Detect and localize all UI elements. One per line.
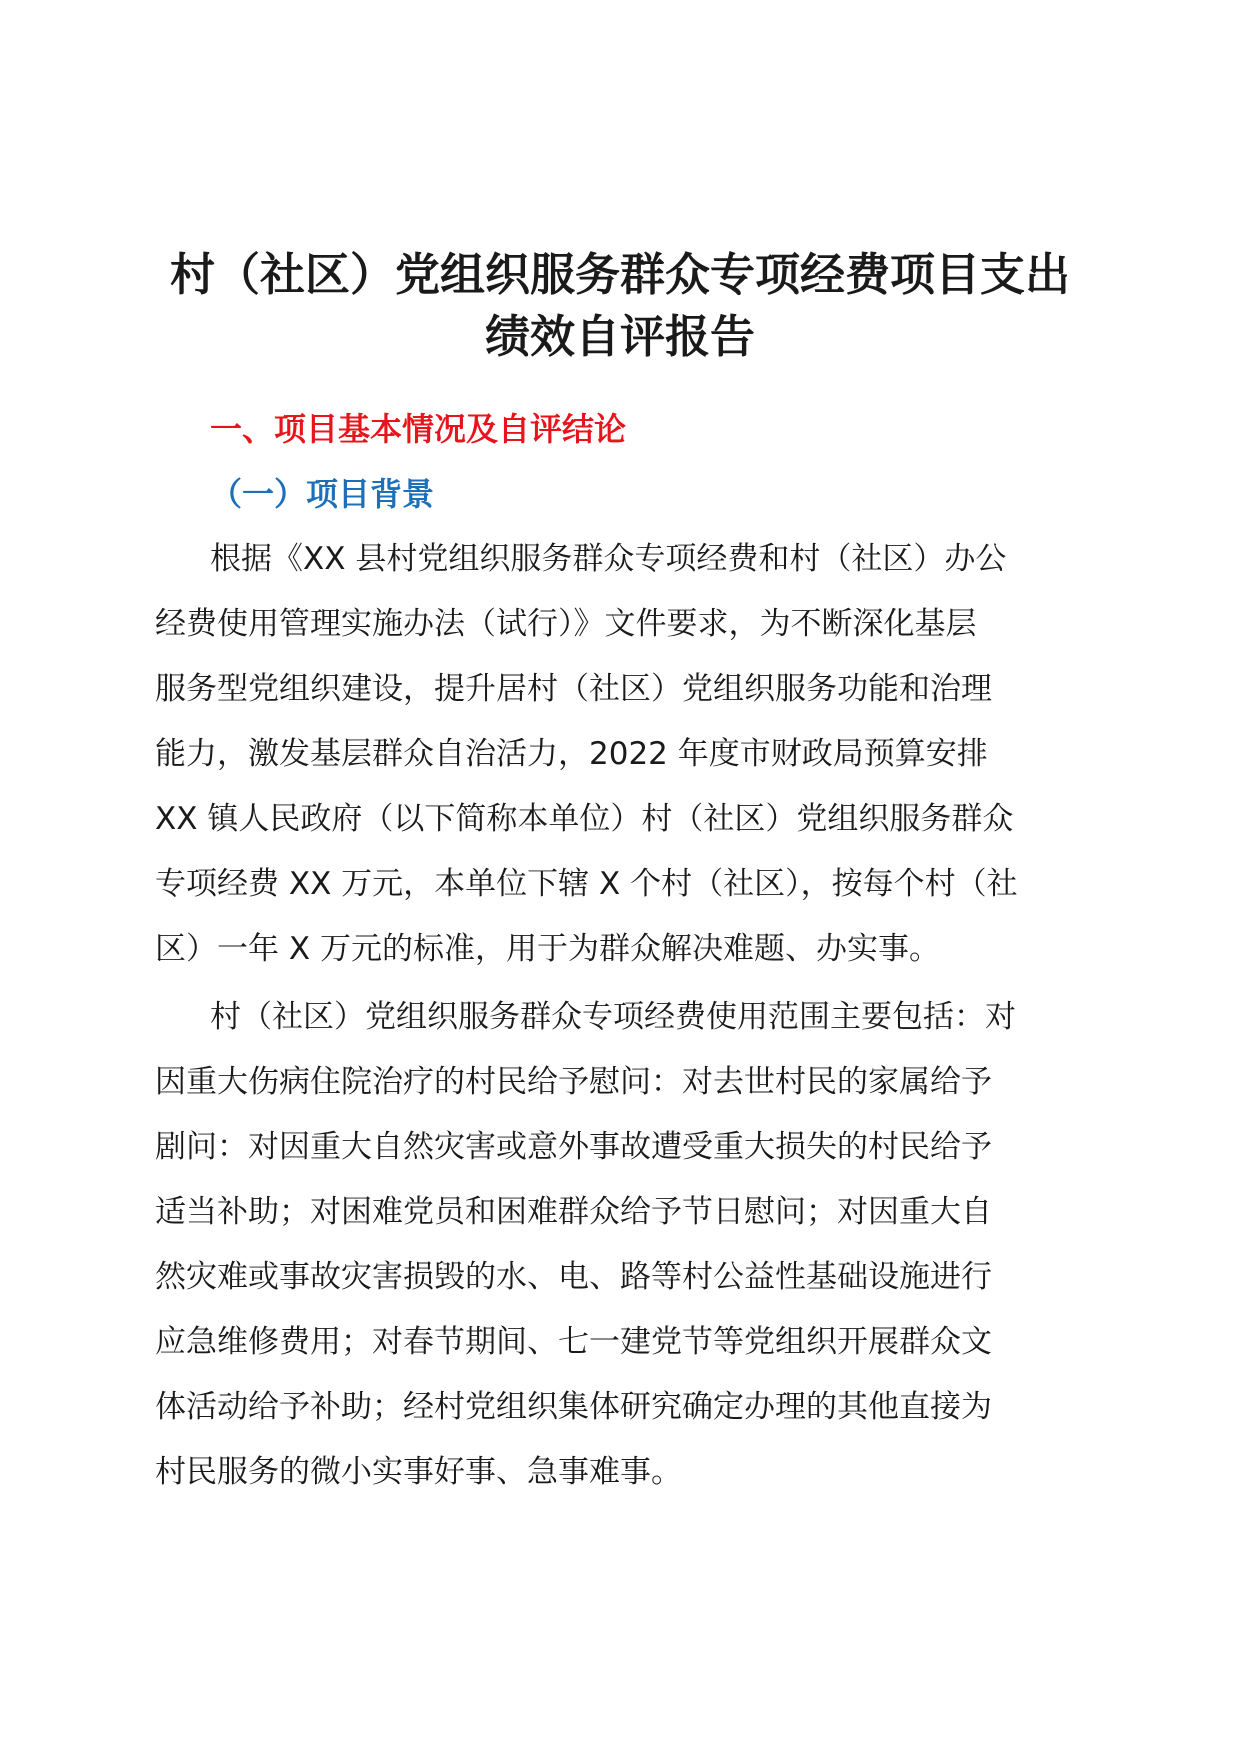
paragraph-line: 村（社区）党组织服务群众专项经费使用范围主要包括：对 xyxy=(210,999,1016,1035)
paragraph-usage-scope xyxy=(155,985,1095,1505)
paragraph-line: 体活动给予补助；经村党组织集体研究确定办理的其他直接为 xyxy=(155,1389,992,1425)
title-line-1: 村（社区）党组织服务群众专项经费项目支出 xyxy=(169,248,1070,301)
paragraph-line: 经费使用管理实施办法（试行）》文件要求，为不断深化基层 xyxy=(155,606,977,642)
subsection-heading: （一）项目背景 xyxy=(210,475,435,513)
section-heading: 一、项目基本情况及自评结论 xyxy=(210,410,627,448)
title-line-2: 绩效自评报告 xyxy=(484,310,755,363)
paragraph-line: 然灾难或事故灾害损毁的水、电、路等村公益性基础设施进行 xyxy=(155,1259,992,1295)
paragraph-line: 适当补助；对困难党员和困难群众给予节日慰问；对因重大自 xyxy=(155,1194,992,1230)
paragraph-line: 能力，激发基层群众自治活力，2022 年度市财政局预算安排 xyxy=(155,736,988,772)
paragraph-line: 专项经费 XX 万元，本单位下辖 X 个村（社区），按每个村（社 xyxy=(155,866,1018,902)
paragraph-line: 服务型党组织建设，提升居村（社区）党组织服务功能和治理 xyxy=(155,671,992,707)
paragraph-line: 因重大伤病住院治疗的村民给予慰问：对去世村民的家属给予 xyxy=(155,1064,992,1100)
paragraph-line: 区）一年 X 万元的标准，用于为群众解决难题、办实事。 xyxy=(155,931,940,967)
document-title xyxy=(140,244,1100,368)
paragraph-line: 应急维修费用；对春节期间、七一建党节等党组织开展群众文 xyxy=(155,1324,992,1360)
paragraph-line: 村民服务的微小实事好事、急事难事。 xyxy=(155,1454,682,1490)
paragraph-line: XX 镇人民政府（以下简称本单位）村（社区）党组织服务群众 xyxy=(155,801,1014,837)
paragraph-project-background xyxy=(155,527,1095,982)
paragraph-line: 根据《XX 县村党组织服务群众专项经费和村（社区）办公 xyxy=(210,541,1007,577)
paragraph-line: 剧问：对因重大自然灾害或意外事故遭受重大损失的村民给予 xyxy=(155,1129,992,1165)
